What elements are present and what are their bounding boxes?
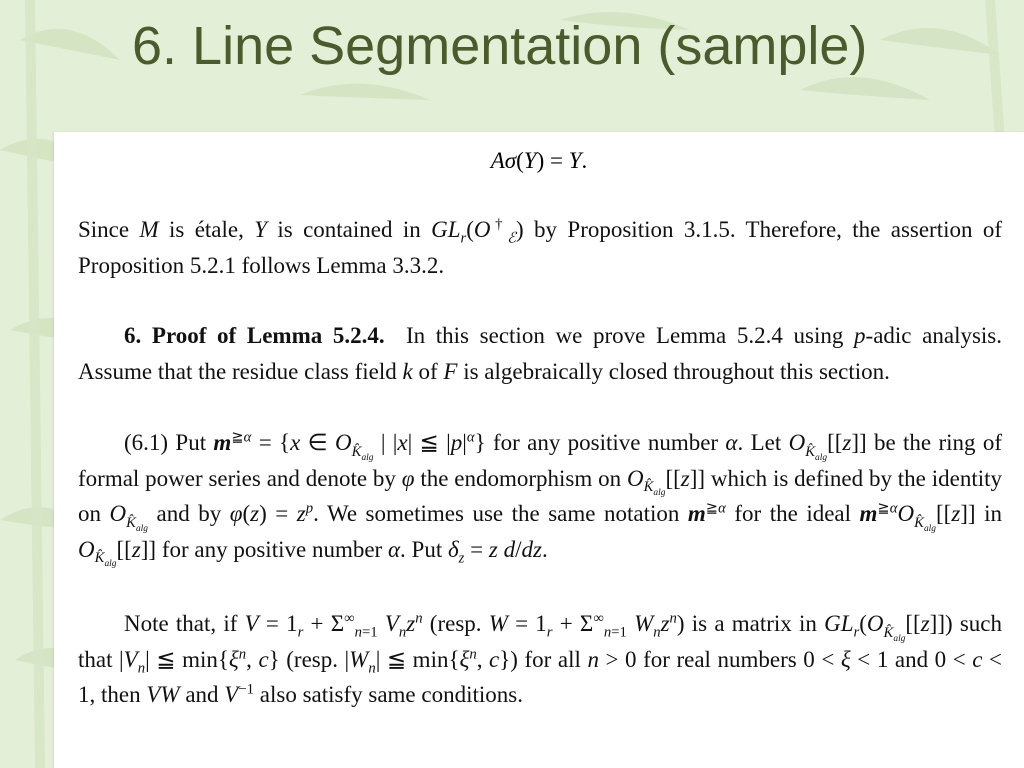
slide-title: 6. Line Segmentation (sample) [132,16,868,76]
document-scan [54,132,1024,768]
paragraph-note: Note that, if $V = 1_r + \Sigma^\infty_{n=1}$ $V_nz^n$ (resp. $W = 1_r + \Sigma^\infty_{n=1}$ $W_nz^n$) is a matrix in $GL_r(O_{K̂_{alg}}[[z]])$ such that $|V_n|$ ≦ $\min\{\xi^n$, c} (resp. $|W_n|$ ≦ $\min\{\xi^n$, c}) for all n > 0 for real numbers 0 < ξ < 1 and 0 < c < 1, then VW and $V^{-1}$ also satisfy same conditions. [78,610,1003,707]
section-heading: 6. Proof of Lemma 5.2.4. [124,323,385,348]
paragraph-etale: Since M is étale, Y is contained in $GL_r(O^\dagger_ℰ)$ by Proposition 3.1.5. Therefore, the assertion of Proposition 5.2.1 follows Lemma 3.3.2. [78,216,1003,278]
display-equation: Aσ(Y) = Y. [490,148,588,173]
section-proof-lemma: 6. Proof of Lemma 5.2.4. In this section we prove Lemma 5.2.4 using p-adic analysis. Assume that the residue class field k of F is algebraically closed throughout this section. [78,323,1003,384]
paragraph-6-1: (6.1) Put $m^{≧\alpha} = \{x$ ∈ $O_{K̂_{alg}}$ | |x| ≦ $|p|^\alpha$} for any positive number α. Let $O_{K̂_{alg}}[[z]]$ be the ring of formal power series and denote by φ the endomorphism on $O_{K̂_{alg}}[[z]]$ which is defined by the identity on $O_{K̂_{alg}}$ and by $\varphi(z) = z^p$. We sometimes use the same notation $m^{≧\alpha}$ for the ideal $m^{≧\alpha}O_{K̂_{alg}}[[z]]$ in $O_{K̂_{alg}}[[z]]$ for any positive number α. Put $\delta_z = z$ d/dz. [78,429,1003,570]
